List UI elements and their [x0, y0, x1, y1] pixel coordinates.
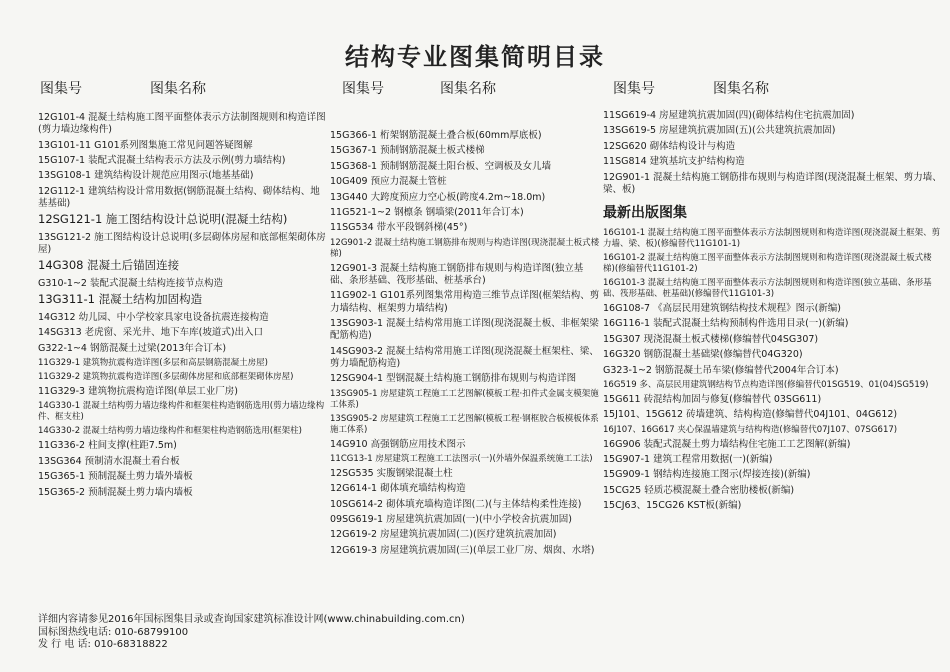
list-item: 15G907-1 建筑工程常用数据(一)(新编): [603, 454, 773, 466]
distribution-phone: 发 行 电 话: 010-68318822: [38, 639, 168, 650]
list-item: 16G101-1 混凝土结构施工图平面整体表示方法制图规则和构造详图(现浇混凝土框架、剪力墙、梁、板)(修编替代11G101-1): [603, 227, 941, 249]
list-item: 11G329-3 建筑物抗震构造详图(单层工业厂房): [38, 386, 238, 398]
column-header: [603, 78, 943, 102]
footer-note: 详细内容请参见2016年国标图集目录或查询国家建筑标准设计网(www.chinabuilding.com.cn): [38, 614, 465, 625]
list-item: 14G910 高强钢筋应用技术图示: [330, 438, 466, 450]
list-item: 12G112-1 建筑结构设计常用数据(钢筋混凝土结构、砌体结构、地基基础): [38, 185, 320, 209]
list-item: 12G619-3 房屋建筑抗震加固(三)(单层工业厂房、烟囱、水塔): [330, 544, 595, 556]
list-item: 12SG535 实腹钢梁混凝土柱: [330, 467, 453, 479]
header-code: 图集号: [613, 81, 655, 97]
footer: [38, 614, 598, 652]
list-item: 13G440 大跨度预应力空心板(跨度4.2m~18.0m): [330, 191, 546, 203]
column-header: [38, 78, 328, 102]
list-item: 16G101-2 混凝土结构施工图平面整体表示方法制图规则和构造详图(现浇混凝土板式楼梯)(修编替代11G101-2): [603, 252, 932, 274]
list-item: 14G330-2 混凝土结构剪力墙边缘构件和框架柱构造钢筋选用(框架柱): [38, 426, 302, 437]
list-item: 13G311-1 混凝土结构加固构造: [38, 292, 203, 307]
list-item: 13SG905-1 房屋建筑工程施工工艺图解(模板工程·扣件式金属支模架施工体系): [330, 388, 599, 410]
list-item: 15G365-2 预制混凝土剪力墙内墙板: [38, 486, 193, 498]
list-item: 12G619-2 房屋建筑抗震加固(二)(医疗建筑抗震加固): [330, 529, 557, 541]
page-title: 结构专业图集简明目录: [345, 43, 605, 71]
header-name: 图集名称: [440, 81, 496, 97]
list-item: 16G519 多、高层民用建筑钢结构节点构造详图(修编替代01SG519、01(04)SG519): [603, 379, 929, 390]
list-item: 11G521-1~2 钢檩条 钢墙梁(2011年合订本): [330, 206, 524, 218]
list-item: 14G308 混凝土后锚固连接: [38, 258, 180, 273]
list-item: 11SG814 建筑基坑支护结构构造: [603, 156, 745, 168]
list-item: 12G901-1 混凝土结构施工钢筋排布规则与构造详图(现浇混凝土框架、剪力墙、梁、板): [603, 171, 942, 195]
list-item: 13SG108-1 建筑结构设计规范应用图示(地基基础): [38, 170, 254, 182]
list-item: 14G312 幼儿园、中小学校家具家电设备抗震连接构造: [38, 311, 269, 323]
list-item: 12G901-2 混凝土结构施工钢筋排布规则与构造详图(现浇混凝土板式楼梯): [330, 237, 600, 259]
list-item: 13SG903-1 混凝土结构常用施工详图(现浇混凝土板、非框架梁配筋构造): [330, 317, 599, 342]
column-3: [603, 78, 943, 516]
list-item: 15G366-1 桁架钢筋混凝土叠合板(60mm厚底板): [330, 130, 542, 141]
list-item: 14SG903-2 混凝土结构常用施工详图(现浇混凝土框架柱、梁、剪力墙配筋构造): [330, 345, 599, 369]
header-code: 图集号: [40, 81, 82, 97]
list-item: 16G116-1 装配式混凝土结构预制构件选用目录(一)(新编): [603, 318, 849, 330]
list-item: 13SG364 预制清水混凝土看台板: [38, 455, 180, 467]
list-item: 11G329-1 建筑物抗震构造详图(多层和高层钢筋混凝土房屋): [38, 358, 268, 369]
list-item: 16G101-3 混凝土结构施工图平面整体表示方法制图规则和构造详图(独立基础、条形基础、筏形基础、桩基础)(修编替代11G101-3): [603, 277, 932, 299]
list-item: 09SG619-1 房屋建筑抗震加固(一)(中小学校舍抗震加固): [330, 514, 572, 526]
list-item: G322-1~4 钢筋混凝土过梁(2013年合订本): [38, 342, 227, 354]
list-item: 12SG620 砌体结构设计与构造: [603, 140, 736, 152]
list-item: G310-1~2 装配式混凝土结构连接节点构造: [38, 277, 223, 289]
header-name: 图集名称: [713, 81, 769, 97]
list-item: 15G909-1 钢结构连接施工图示(焊接连接)(新编): [603, 469, 811, 481]
list-item: 15G368-1 预制钢筋混凝土阳台板、空调板及女儿墙: [330, 160, 552, 172]
list-item: 14SG313 老虎窗、采光井、地下车库(坡道式)出入口: [38, 327, 264, 339]
column-1: [38, 78, 328, 502]
list-item: 15G107-1 装配式混凝土结构表示方法及示例(剪力墙结构): [38, 154, 286, 166]
list-item: 15CJ63、15CG26 KST板(新编): [603, 500, 742, 512]
list-item: 12SG121-1 施工图结构设计总说明(混凝土结构): [38, 212, 288, 227]
list-item: 11G329-2 建筑物抗震构造详图(多层砌体房屋和底部框架砌体房屋): [38, 372, 294, 383]
header-code: 图集号: [342, 81, 384, 97]
list-item: 13G101-11 G101系列图集施工常见问题答疑图解: [38, 139, 253, 151]
list-item: 13SG121-2 施工图结构设计总说明(多层砌体房屋和底部框架砌体房屋): [38, 231, 326, 256]
list-item: 12G101-4 混凝土结构施工图平面整体表示方法制图规则和构造详图(剪力墙边缘构件): [38, 112, 326, 136]
list-item: 15G611 砖混结构加固与修复(修编替代 03SG611): [603, 393, 822, 405]
list-item: 15G365-1 预制混凝土剪力墙外墙板: [38, 471, 193, 483]
list-item: 12G901-3 混凝土结构施工钢筋排布规则与构造详图(独立基础、条形基础、筏形基础、桩基承台): [330, 262, 584, 286]
list-item: 14G330-1 混凝土结构剪力墙边缘构件和框架柱构造钢筋选用(剪力墙边缘构件、框支柱): [38, 401, 325, 423]
list-item: 16J107、16G617 夹心保温墙建筑与结构构造(修编替代07J107、07SG617): [603, 424, 898, 435]
list-item: 12G614-1 砌体填充墙结构构造: [330, 483, 466, 495]
list-item: 16G320 钢筋混凝土基础梁(修编替代04G320): [603, 349, 803, 361]
list-item: 11SG534 带水平段钢斜梯(45°): [330, 222, 468, 234]
list-item: 11SG619-4 房屋建筑抗震加固(四)(砌体结构住宅抗震加固): [603, 110, 855, 121]
list-item: 10G409 预应力混凝土管桩: [330, 176, 447, 188]
list-item: 15G367-1 预制钢筋混凝土板式楼梯: [330, 145, 485, 157]
list-item: 10SG614-2 砌体填充墙构造详图(二)(与主体结构柔性连接): [330, 498, 582, 510]
list-item: 16G906 装配式混凝土剪力墙结构住宅施工工艺图解(新编): [603, 438, 851, 450]
list-item: 11CG13-1 房屋建筑工程施工工法图示(一)(外墙外保温系统施工工法): [330, 453, 593, 464]
list-item: 15CG25 轻质芯模混凝土叠合密肋楼板(新编): [603, 484, 795, 496]
list-item: 13SG619-5 房屋建筑抗震加固(五)(公共建筑抗震加固): [603, 125, 836, 137]
list-item: 15J101、15G612 砖墙建筑、结构构造(修编替代04J101、04G612): [603, 409, 898, 421]
newest-section-title: 最新出版图集: [603, 204, 687, 221]
list-item: 11G336-2 柱间支撑(柱距7.5m): [38, 440, 177, 452]
list-item: G323-1~2 钢筋混凝土吊车梁(修编替代2004年合订本): [603, 364, 839, 376]
list-item: 15G307 现浇混凝土板式楼梯(修编替代04SG307): [603, 333, 819, 345]
column-2: [330, 78, 602, 560]
column-header: [330, 78, 602, 102]
hotline-phone: 国标图热线电话: 010-68799100: [38, 626, 189, 638]
list-item: 13SG905-2 房屋建筑工程施工工艺图解(模板工程·钢框胶合板模板体系施工体系): [330, 413, 599, 435]
header-name: 图集名称: [150, 81, 206, 97]
list-item: 16G108-7 《高层民用建筑钢结构技术规程》图示(新编): [603, 302, 841, 314]
list-item: 11G902-1 G101系列图集常用构造三维节点详图(框架结构、剪力墙结构、框架剪力墙结构): [330, 290, 600, 314]
list-item: 12SG904-1 型钢混凝土结构施工钢筋排布规则与构造详图: [330, 373, 577, 385]
